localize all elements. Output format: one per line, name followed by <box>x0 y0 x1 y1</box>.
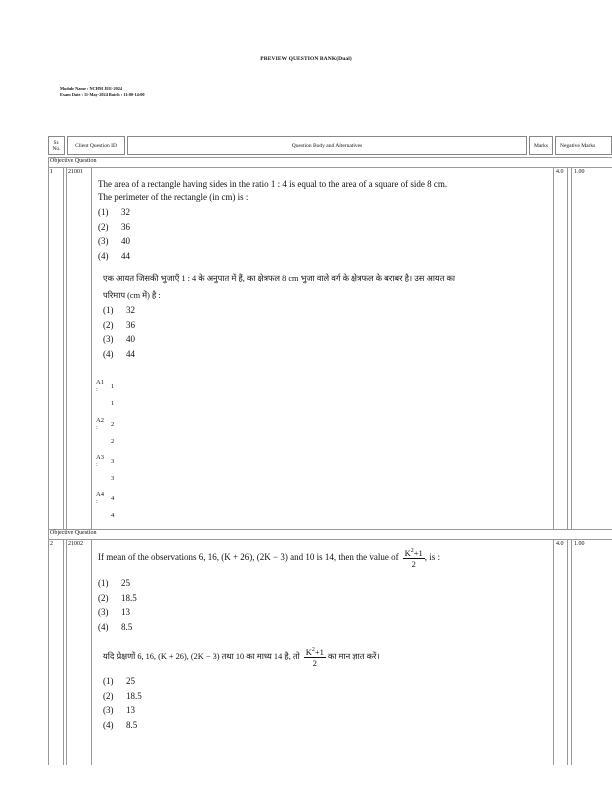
option: (4) 44 <box>103 348 135 359</box>
header-sr-no: Sr. No. <box>48 136 65 155</box>
column-divider <box>91 168 92 530</box>
table-border-left <box>48 157 49 765</box>
document-title: PREVIEW QUESTION BANK(Dual) <box>260 56 352 62</box>
option: (3) 13 <box>98 607 130 617</box>
column-divider <box>66 540 67 765</box>
question-line: एक आयत जिसकी भुजाएँ 1 : 4 के अनुपात में हैं, का क्षेत्रफल 8 cm भुजा वाले वर्ग के क्षेत्रफल के बराबर है। उस आयत का <box>103 274 456 283</box>
alternative-a2: A2 2 : 2 <box>96 417 115 445</box>
question-line: The area of a rectangle having sides in the ratio 1 : 4 is equal to the area of a square of side 8 cm. <box>98 179 448 189</box>
section-label: Objective Question <box>50 530 97 536</box>
alternative-a4: A4 4 : 4 <box>96 491 115 519</box>
header-client-id: Client Question ID <box>67 136 125 155</box>
table-rule <box>48 157 612 158</box>
option: (3) 40 <box>103 334 135 344</box>
column-divider <box>571 168 572 530</box>
question-line: The perimeter of the rectangle (in cm) is : <box>98 191 249 202</box>
client-question-id: 21002 <box>68 541 83 547</box>
header-question-body: Question Body and Alternatives <box>127 136 527 155</box>
option: (1) 25 <box>103 676 135 686</box>
question-text-hindi: यदि प्रेक्षणों 6, 16, (K + 26), (2K − 3) तथा 10 का माध्य 14 है, तो $\frac{K^2+1}{2}$ का मान ज्ञात करें। <box>103 646 380 668</box>
negative-marks-value: 1.00 <box>574 169 585 175</box>
marks-value: 4.0 <box>556 541 564 547</box>
header-marks: Marks <box>529 136 553 155</box>
exam-date: Exam Date : 11-May-2024 Batch : 11:00-14:00 <box>60 92 145 97</box>
option: (1) 25 <box>98 578 130 588</box>
option: (4) 8.5 <box>98 621 133 632</box>
table-rule <box>48 167 612 168</box>
column-divider <box>553 168 554 530</box>
marks-value: 4.0 <box>556 169 564 175</box>
option: (2) 36 <box>98 221 130 232</box>
option: (1) 32 <box>98 207 130 217</box>
option: (2) 18.5 <box>103 690 142 701</box>
english-options <box>98 205 130 263</box>
header-negative-marks: Negative Marks <box>555 136 612 155</box>
question-text-hindi <box>103 272 548 302</box>
alternative-a3: A3 3 : 3 <box>96 454 115 482</box>
fraction-k-squared-plus-one-over-two: $\frac{K^2+1}{2}$ <box>404 547 423 569</box>
hindi-options <box>103 674 142 732</box>
module-name: Module Name : NCHM JEE-2024 <box>60 86 123 91</box>
question-sr-no: 1 <box>50 169 53 175</box>
fraction-k-squared-plus-one-over-two: $\frac{K^2+1}{2}$ <box>305 646 324 668</box>
column-divider <box>63 168 64 530</box>
column-divider <box>63 540 64 765</box>
option: (3) 13 <box>103 705 135 715</box>
column-divider <box>567 168 568 530</box>
column-divider <box>567 540 568 765</box>
negative-marks-value: 1.00 <box>574 541 585 547</box>
english-options <box>98 576 137 634</box>
column-divider <box>571 540 572 765</box>
question-line: परिमाप (cm में) है : <box>103 291 161 300</box>
column-divider <box>553 540 554 765</box>
column-divider <box>66 168 67 530</box>
hindi-options <box>103 303 135 361</box>
table-rule <box>48 539 612 540</box>
client-question-id: 21001 <box>68 169 83 175</box>
option: (4) 44 <box>98 250 130 261</box>
question-text-english <box>98 178 548 203</box>
column-divider <box>91 540 92 765</box>
alternative-a1: A1 1 : 1 <box>96 379 115 407</box>
section-label: Objective Question <box>50 158 97 164</box>
option: (1) 32 <box>103 305 135 315</box>
option: (2) 18.5 <box>98 592 137 603</box>
question-sr-no: 2 <box>50 541 53 547</box>
question-text-english: If mean of the observations 6, 16, (K + 26), (2K − 3) and 10 is 14, then the value of $\frac{K^2+1}{2}$ , is : <box>98 547 441 569</box>
option: (2) 36 <box>103 319 135 330</box>
option: (3) 40 <box>98 236 130 246</box>
table-rule <box>48 529 612 530</box>
option: (4) 8.5 <box>103 719 138 730</box>
